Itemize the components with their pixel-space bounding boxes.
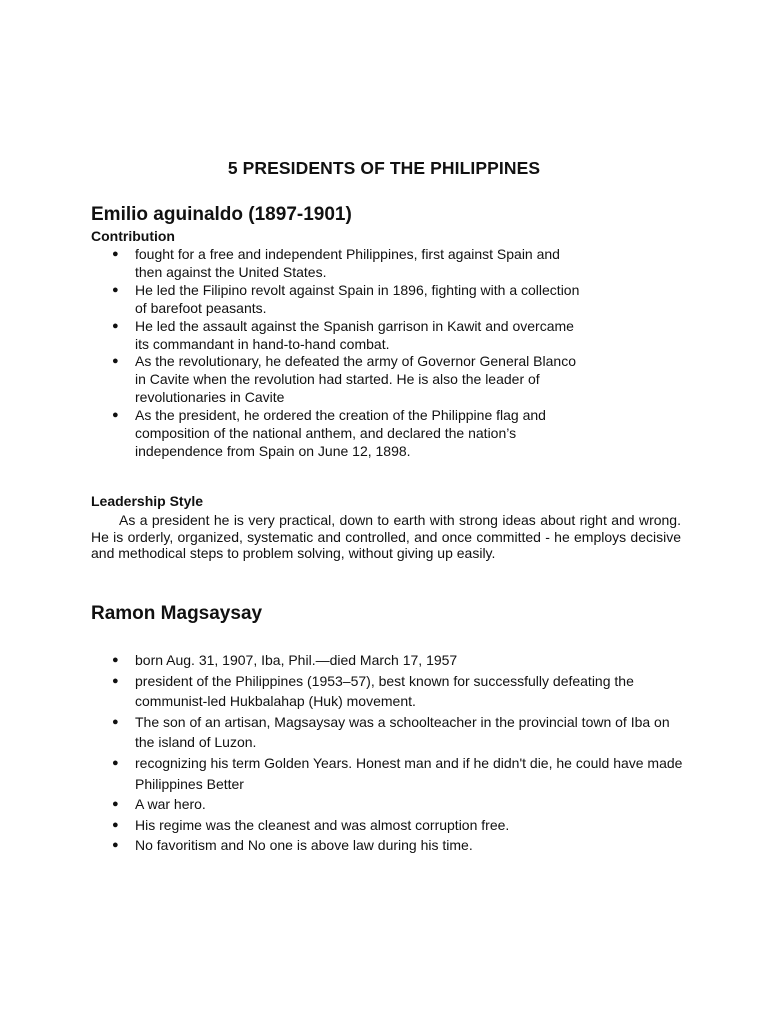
list-item: ● No favoritism and No one is above law during his time. [91, 835, 691, 856]
list-item: ● recognizing his term Golden Years. Honest man and if he didn't die, he could have made Philippines Better [91, 753, 691, 794]
section-heading-magsaysay: Ramon Magsaysay [91, 603, 263, 624]
document-title: 5 PRESIDENTS OF THE PHILIPPINES [227, 158, 541, 178]
magsaysay-list [91, 650, 691, 856]
list-item: ● The son of an artisan, Magsaysay was a schoolteacher in the provincial town of Iba on the island of Luzon. [91, 712, 691, 753]
list-item: ● His regime was the cleanest and was almost corruption free. [91, 815, 691, 836]
list-item: ● He led the assault against the Spanish garrison in Kawit and overcame its commandant in hand-to-hand combat. [91, 318, 581, 354]
list-item: ● He led the Filipino revolt against Spain in 1896, fighting with a collection of barefoot peasants. [91, 282, 581, 318]
contribution-list [91, 246, 581, 461]
contribution-label: Contribution [91, 228, 175, 244]
leadership-style-text: As a president he is very practical, down to earth with strong ideas about right and wrong. He is orderly, organized, systematic and controlled, and once committed - he employs decisive and methodical steps to problem solving, without giving up easily. [91, 512, 681, 562]
leadership-style-label: Leadership Style [91, 493, 204, 509]
section-heading-aguinaldo: Emilio aguinaldo (1897-1901) [91, 204, 352, 225]
list-item: ● A war hero. [91, 794, 691, 815]
list-item: ● As the revolutionary, he defeated the army of Governor General Blanco in Cavite when the revolution had started. He is also the leader of revolutionaries in Cavite [91, 353, 581, 407]
list-item: ● As the president, he ordered the creation of the Philippine flag and composition of the national anthem, and declared the nation’s independence from Spain on June 12, 1898. [91, 407, 581, 461]
list-item: ● born Aug. 31, 1907, Iba, Phil.—died March 17, 1957 [91, 650, 691, 671]
list-item: ● president of the Philippines (1953–57), best known for successfully defeating the communist-led Hukbalahap (Huk) movement. [91, 671, 691, 712]
list-item: ● fought for a free and independent Philippines, first against Spain and then against the United States. [91, 246, 581, 282]
